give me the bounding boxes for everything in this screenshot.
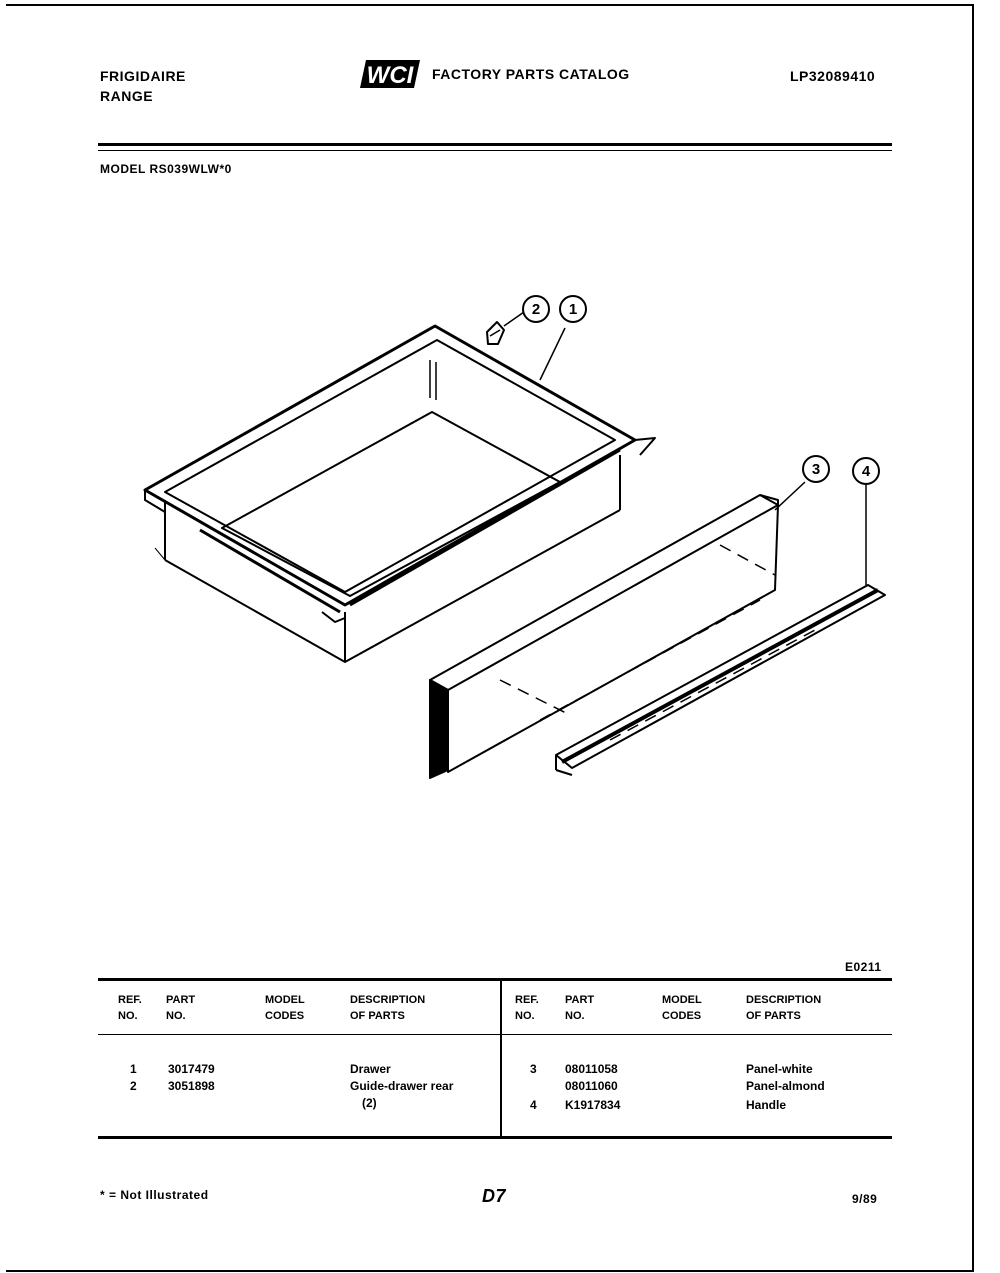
catalog-number: LP32089410 [790,68,876,84]
date-code: 9/89 [852,1192,878,1206]
table-row-part: K1917834 [565,1098,621,1112]
table-row-desc: Panel-almond [746,1079,825,1093]
table-bottom-rule [98,1136,892,1139]
header-ref-no-left: REF. NO. [118,994,142,1022]
header-model-codes-left: MODEL CODES [265,994,305,1022]
table-row-desc: Handle [746,1098,787,1112]
logo-text: WCI [366,62,414,89]
header-ref-no-right: REF. NO. [515,994,539,1022]
callout-3: 3 [811,461,821,478]
table-row-part: 3051898 [168,1079,215,1093]
table-top-rule [98,978,892,981]
table-row-ref: 3 [530,1062,537,1076]
table-row-desc: Guide-drawer rear [350,1079,454,1093]
header-model-codes-right: MODEL CODES [662,994,702,1022]
header-description-left: DESCRIPTION OF PARTS [350,994,426,1022]
figure-code: E0211 [845,960,882,974]
table-header-rule [98,1034,892,1035]
footnote: * = Not Illustrated [100,1188,209,1202]
callout-4: 4 [861,463,871,480]
callout-1: 1 [568,301,578,318]
rear-guide-part [487,322,504,344]
page-number: D7 [482,1186,507,1206]
table-row-desc: Drawer [350,1062,391,1076]
table-row-desc: (2) [362,1096,377,1110]
table-row-ref: 4 [530,1098,537,1112]
callout-2: 2 [531,301,541,318]
header-part-no-left: PART NO. [166,994,196,1022]
table-row-ref: 1 [130,1062,137,1076]
table-row-part: 3017479 [168,1062,215,1076]
table-row-part: 08011060 [565,1079,618,1093]
table-row-desc: Panel-white [746,1062,813,1076]
model-line: MODEL RS039WLW*0 [100,162,232,176]
table-row-part: 08011058 [565,1062,618,1076]
header-part-no-right: PART NO. [565,994,595,1022]
brand-name: FRIGIDAIRE [100,68,186,84]
table-row-ref: 2 [130,1079,137,1093]
table-divider [500,981,502,1137]
product-type: RANGE [100,88,154,104]
catalog-title: FACTORY PARTS CATALOG [432,66,630,82]
header-description-right: DESCRIPTION OF PARTS [746,994,822,1022]
